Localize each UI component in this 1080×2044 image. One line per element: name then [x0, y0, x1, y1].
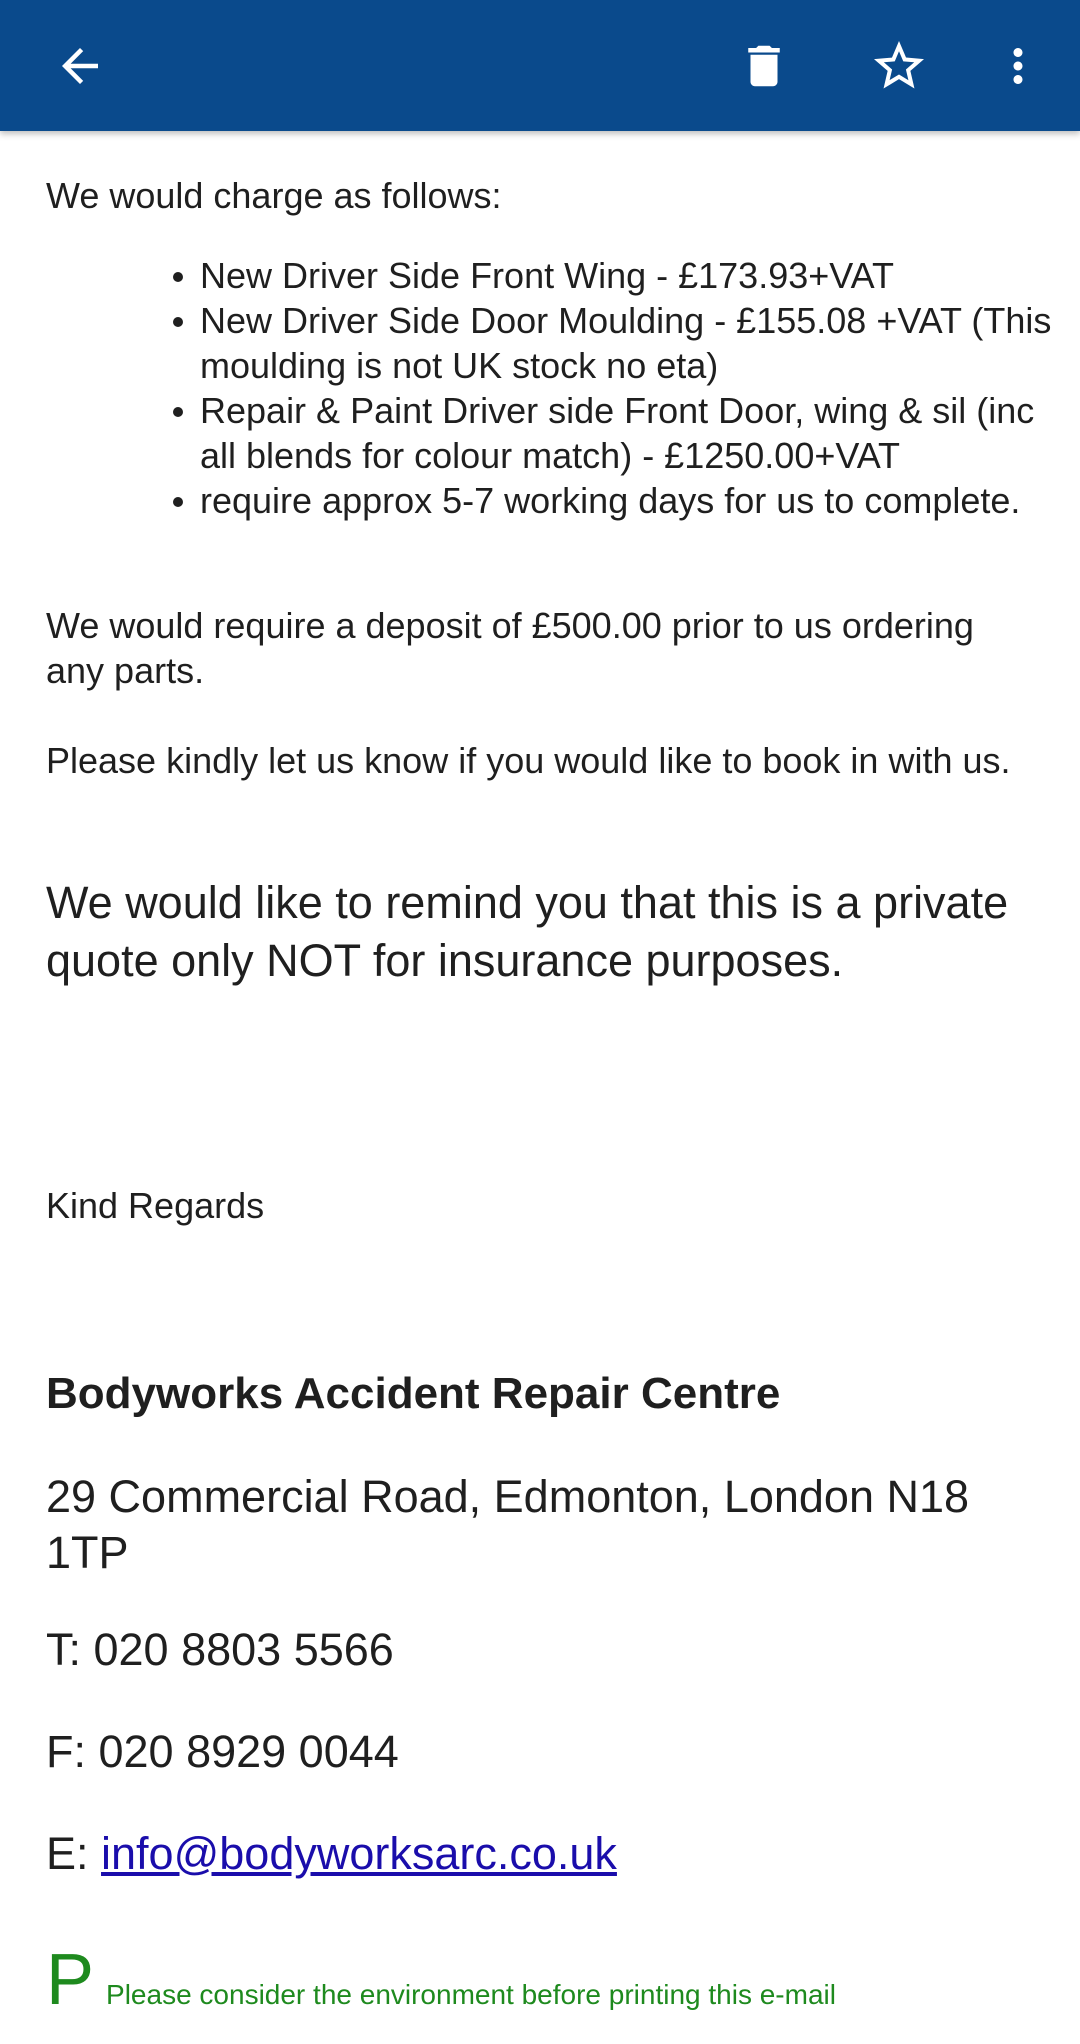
more-options-button[interactable] — [970, 18, 1066, 114]
charge-item: New Driver Side Door Moulding - £155.08 +VAT (This moulding is not UK stock no eta) — [200, 298, 1060, 388]
reminder-text: We would like to remind you that this is a private quote only NOT for insurance purposes. — [46, 877, 1009, 986]
booking-text: Please kindly let us know if you would like to book in with us. — [46, 740, 1011, 781]
trash-icon — [737, 39, 791, 93]
sign-off: Kind Regards — [46, 1185, 265, 1226]
environment-logo-letter: P — [46, 1940, 95, 2020]
more-vertical-icon — [991, 39, 1045, 93]
email-prefix: E: — [46, 1828, 102, 1879]
email-link[interactable]: info@bodyworksarc.co.uk — [101, 1828, 617, 1879]
intro-text: We would charge as follows: — [46, 175, 502, 216]
delete-button[interactable] — [716, 18, 812, 114]
environment-note — [46, 1940, 836, 2020]
environment-note-text: Please consider the environment before printing this e-mail — [106, 1979, 836, 2010]
charges-list — [200, 253, 1060, 523]
telephone-number: T: 020 8803 5566 — [46, 1624, 394, 1675]
arrow-left-icon — [53, 39, 107, 93]
company-address: 29 Commercial Road, Edmonton, London N18 1TP — [46, 1471, 970, 1578]
deposit-text: We would require a deposit of £500.00 prior to us ordering any parts. — [46, 605, 974, 691]
app-toolbar — [0, 0, 1080, 131]
company-name: Bodyworks Accident Repair Centre — [46, 1369, 781, 1418]
back-button[interactable] — [32, 18, 128, 114]
star-outline-icon — [869, 36, 929, 96]
email-line — [46, 1826, 1046, 1882]
charge-item: New Driver Side Front Wing - £173.93+VAT — [200, 253, 1060, 298]
fax-number: F: 020 8929 0044 — [46, 1726, 399, 1777]
charge-item: Repair & Paint Driver side Front Door, wing & sil (inc all blends for colour match) - £1250.00+VAT — [200, 388, 1060, 478]
charge-item: require approx 5-7 working days for us to complete. — [200, 478, 1060, 523]
star-button[interactable] — [851, 18, 947, 114]
email-body — [0, 131, 1080, 2044]
